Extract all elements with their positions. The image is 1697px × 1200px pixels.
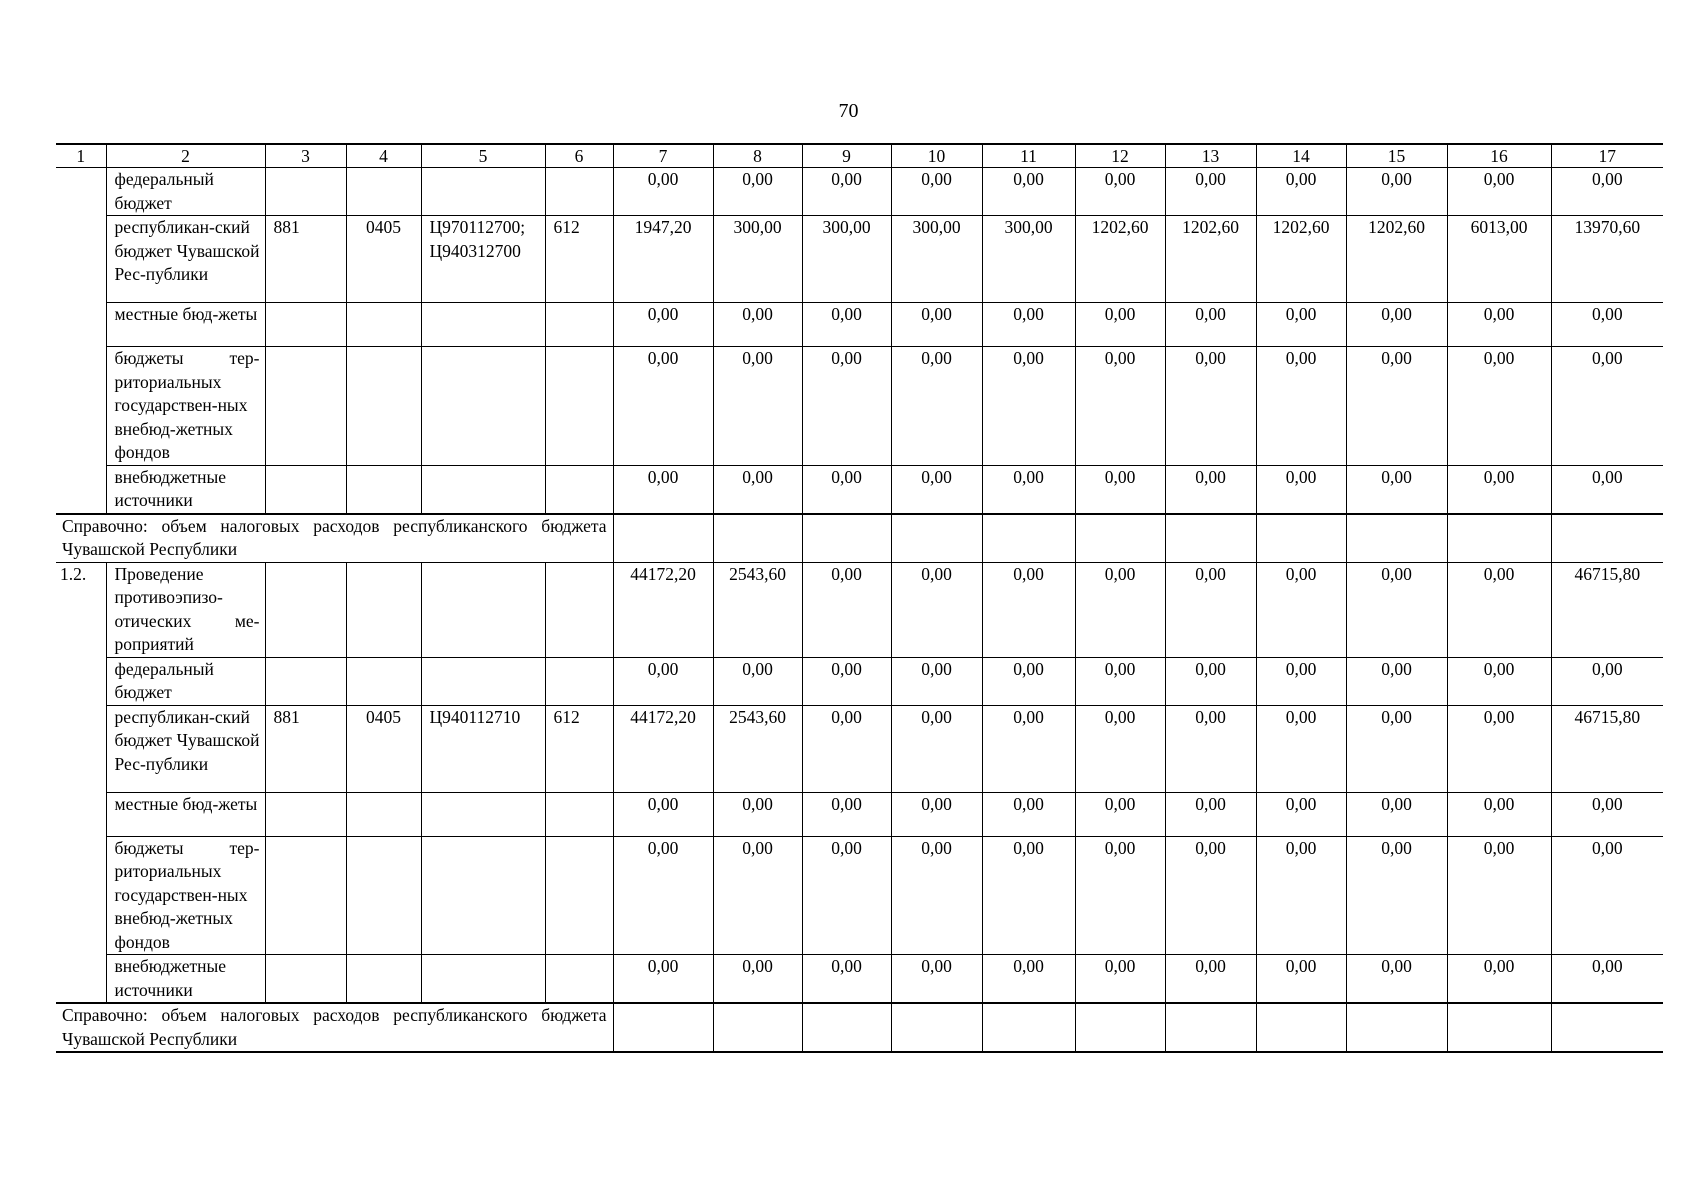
column-number: 2 bbox=[106, 144, 265, 168]
value-cell: 0,00 bbox=[982, 347, 1075, 466]
value-cell: 0,00 bbox=[713, 465, 802, 514]
value-cell: 0,00 bbox=[1256, 465, 1346, 514]
value-cell: 0,00 bbox=[1075, 465, 1165, 514]
value-cell: 0,00 bbox=[982, 303, 1075, 347]
target-article-code bbox=[421, 657, 545, 705]
value-cell: 0,00 bbox=[982, 657, 1075, 705]
value-cell: 0,00 bbox=[802, 705, 891, 792]
section-code bbox=[346, 168, 421, 216]
column-number: 9 bbox=[802, 144, 891, 168]
table-row bbox=[56, 657, 1663, 705]
value-cell: 0,00 bbox=[1551, 792, 1663, 836]
value-cell: 0,00 bbox=[1346, 465, 1447, 514]
tax-expenditure-note: Справочно: объем налоговых расходов республиканского бюджета Чувашской Республики bbox=[56, 1003, 613, 1052]
value-cell: 0,00 bbox=[613, 465, 713, 514]
value-cell: 2543,60 bbox=[713, 705, 802, 792]
value-cell: 0,00 bbox=[1165, 792, 1256, 836]
value-cell: 0,00 bbox=[1165, 347, 1256, 466]
empty-cell bbox=[1447, 1003, 1551, 1052]
column-number: 6 bbox=[545, 144, 613, 168]
section-code: 0405 bbox=[346, 216, 421, 303]
funding-source-label: местные бюд-жеты bbox=[106, 303, 265, 347]
expense-type-code bbox=[545, 465, 613, 514]
target-article-code bbox=[421, 347, 545, 466]
expense-type-code bbox=[545, 792, 613, 836]
value-cell: 0,00 bbox=[1447, 657, 1551, 705]
value-cell: 0,00 bbox=[891, 465, 982, 514]
value-cell: 0,00 bbox=[1551, 836, 1663, 955]
admin-code bbox=[265, 347, 346, 466]
value-cell: 0,00 bbox=[1165, 465, 1256, 514]
value-cell: 0,00 bbox=[1075, 955, 1165, 1004]
value-cell: 0,00 bbox=[982, 562, 1075, 657]
header-row bbox=[56, 144, 1663, 168]
value-cell: 300,00 bbox=[802, 216, 891, 303]
value-cell: 0,00 bbox=[802, 562, 891, 657]
note-row bbox=[56, 1003, 1663, 1052]
column-number: 3 bbox=[265, 144, 346, 168]
section-code bbox=[346, 836, 421, 955]
empty-cell bbox=[802, 514, 891, 563]
value-cell: 0,00 bbox=[1165, 303, 1256, 347]
value-cell: 0,00 bbox=[613, 168, 713, 216]
value-cell: 13970,60 bbox=[1551, 216, 1663, 303]
funding-source-label: республикан-ский бюджет Чувашской Рес-публики bbox=[106, 216, 265, 303]
target-article-code: Ц940112710 bbox=[421, 705, 545, 792]
empty-cell bbox=[802, 1003, 891, 1052]
value-cell: 46715,80 bbox=[1551, 705, 1663, 792]
value-cell: 0,00 bbox=[802, 465, 891, 514]
column-number: 11 bbox=[982, 144, 1075, 168]
value-cell: 0,00 bbox=[1075, 792, 1165, 836]
empty-cell bbox=[713, 1003, 802, 1052]
value-cell: 0,00 bbox=[1256, 836, 1346, 955]
target-article-code bbox=[421, 303, 545, 347]
column-number: 8 bbox=[713, 144, 802, 168]
value-cell: 1202,60 bbox=[1346, 216, 1447, 303]
value-cell: 0,00 bbox=[802, 955, 891, 1004]
value-cell: 300,00 bbox=[982, 216, 1075, 303]
empty-cell bbox=[265, 562, 346, 657]
value-cell: 1202,60 bbox=[1075, 216, 1165, 303]
funding-source-label: республикан-ский бюджет Чувашской Рес-публики bbox=[106, 705, 265, 792]
column-number: 17 bbox=[1551, 144, 1663, 168]
value-cell: 0,00 bbox=[613, 657, 713, 705]
empty-cell bbox=[713, 514, 802, 563]
column-number: 16 bbox=[1447, 144, 1551, 168]
value-cell: 300,00 bbox=[891, 216, 982, 303]
empty-cell bbox=[891, 514, 982, 563]
value-cell: 0,00 bbox=[1256, 303, 1346, 347]
expense-type-code bbox=[545, 347, 613, 466]
value-cell: 0,00 bbox=[1447, 562, 1551, 657]
value-cell: 0,00 bbox=[802, 657, 891, 705]
value-cell: 0,00 bbox=[891, 168, 982, 216]
column-number: 10 bbox=[891, 144, 982, 168]
table-row bbox=[56, 168, 1663, 216]
empty-cell bbox=[1256, 1003, 1346, 1052]
admin-code bbox=[265, 303, 346, 347]
column-number: 15 bbox=[1346, 144, 1447, 168]
empty-cell bbox=[1551, 514, 1663, 563]
value-cell: 6013,00 bbox=[1447, 216, 1551, 303]
value-cell: 0,00 bbox=[1075, 347, 1165, 466]
value-cell: 0,00 bbox=[1447, 465, 1551, 514]
expense-type-code bbox=[545, 657, 613, 705]
value-cell: 44172,20 bbox=[613, 562, 713, 657]
expense-type-code bbox=[545, 955, 613, 1004]
funding-source-label: внебюджетные источники bbox=[106, 465, 265, 514]
column-number: 1 bbox=[56, 144, 106, 168]
value-cell: 0,00 bbox=[713, 792, 802, 836]
value-cell: 0,00 bbox=[1447, 303, 1551, 347]
value-cell: 0,00 bbox=[1346, 955, 1447, 1004]
value-cell: 0,00 bbox=[1447, 347, 1551, 466]
table-row bbox=[56, 216, 1663, 303]
value-cell: 0,00 bbox=[1346, 347, 1447, 466]
budget-table bbox=[56, 143, 1663, 1053]
empty-cell bbox=[613, 1003, 713, 1052]
value-cell: 0,00 bbox=[1075, 705, 1165, 792]
value-cell: 0,00 bbox=[1551, 347, 1663, 466]
value-cell: 0,00 bbox=[1256, 705, 1346, 792]
value-cell: 0,00 bbox=[982, 836, 1075, 955]
value-cell: 0,00 bbox=[1447, 705, 1551, 792]
admin-code bbox=[265, 792, 346, 836]
value-cell: 0,00 bbox=[1447, 168, 1551, 216]
empty-cell bbox=[1165, 1003, 1256, 1052]
admin-code bbox=[265, 955, 346, 1004]
value-cell: 0,00 bbox=[1551, 168, 1663, 216]
value-cell: 0,00 bbox=[891, 836, 982, 955]
value-cell: 1202,60 bbox=[1165, 216, 1256, 303]
section-code bbox=[346, 792, 421, 836]
empty-cell bbox=[982, 1003, 1075, 1052]
value-cell: 0,00 bbox=[1447, 955, 1551, 1004]
value-cell: 0,00 bbox=[802, 836, 891, 955]
value-cell: 0,00 bbox=[613, 347, 713, 466]
table-row bbox=[56, 347, 1663, 466]
value-cell: 1202,60 bbox=[1256, 216, 1346, 303]
section-code: 0405 bbox=[346, 705, 421, 792]
funding-source-label: местные бюд-жеты bbox=[106, 792, 265, 836]
value-cell: 0,00 bbox=[1075, 562, 1165, 657]
value-cell: 0,00 bbox=[613, 955, 713, 1004]
value-cell: 0,00 bbox=[1256, 792, 1346, 836]
value-cell: 0,00 bbox=[802, 347, 891, 466]
value-cell: 0,00 bbox=[891, 562, 982, 657]
value-cell: 0,00 bbox=[1256, 347, 1346, 466]
section-code bbox=[346, 955, 421, 1004]
value-cell: 2543,60 bbox=[713, 562, 802, 657]
value-cell: 1947,20 bbox=[613, 216, 713, 303]
value-cell: 0,00 bbox=[1346, 836, 1447, 955]
admin-code bbox=[265, 465, 346, 514]
value-cell: 0,00 bbox=[982, 465, 1075, 514]
value-cell: 0,00 bbox=[1256, 562, 1346, 657]
target-article-code: Ц970112700; Ц940312700 bbox=[421, 216, 545, 303]
value-cell: 0,00 bbox=[613, 792, 713, 836]
value-cell: 0,00 bbox=[802, 168, 891, 216]
value-cell: 0,00 bbox=[1075, 657, 1165, 705]
value-cell: 0,00 bbox=[1165, 955, 1256, 1004]
table-row bbox=[56, 303, 1663, 347]
target-article-code bbox=[421, 836, 545, 955]
value-cell: 0,00 bbox=[891, 303, 982, 347]
empty-cell bbox=[421, 562, 545, 657]
empty-cell bbox=[346, 562, 421, 657]
value-cell: 0,00 bbox=[1256, 168, 1346, 216]
column-number: 13 bbox=[1165, 144, 1256, 168]
value-cell: 0,00 bbox=[713, 955, 802, 1004]
empty-cell bbox=[613, 514, 713, 563]
value-cell: 0,00 bbox=[982, 955, 1075, 1004]
value-cell: 0,00 bbox=[891, 347, 982, 466]
value-cell: 0,00 bbox=[1165, 836, 1256, 955]
value-cell: 0,00 bbox=[1447, 836, 1551, 955]
value-cell: 0,00 bbox=[891, 705, 982, 792]
section-index bbox=[56, 168, 106, 514]
tax-expenditure-note: Справочно: объем налоговых расходов республиканского бюджета Чувашской Республики bbox=[56, 514, 613, 563]
target-article-code bbox=[421, 792, 545, 836]
value-cell: 0,00 bbox=[802, 303, 891, 347]
column-number: 14 bbox=[1256, 144, 1346, 168]
admin-code bbox=[265, 168, 346, 216]
table-row bbox=[56, 836, 1663, 955]
value-cell: 0,00 bbox=[713, 657, 802, 705]
table-row bbox=[56, 955, 1663, 1004]
empty-cell bbox=[1447, 514, 1551, 563]
value-cell: 0,00 bbox=[982, 792, 1075, 836]
empty-cell bbox=[1075, 1003, 1165, 1052]
expense-type-code: 612 bbox=[545, 705, 613, 792]
target-article-code bbox=[421, 955, 545, 1004]
empty-cell bbox=[1256, 514, 1346, 563]
column-number: 5 bbox=[421, 144, 545, 168]
value-cell: 46715,80 bbox=[1551, 562, 1663, 657]
value-cell: 0,00 bbox=[891, 955, 982, 1004]
value-cell: 0,00 bbox=[1256, 955, 1346, 1004]
value-cell: 0,00 bbox=[1551, 657, 1663, 705]
empty-cell bbox=[545, 562, 613, 657]
value-cell: 0,00 bbox=[1346, 792, 1447, 836]
empty-cell bbox=[982, 514, 1075, 563]
value-cell: 0,00 bbox=[613, 303, 713, 347]
section-code bbox=[346, 465, 421, 514]
activity-title: Проведение противоэпизо-отических ме-роприятий bbox=[106, 562, 265, 657]
section-code bbox=[346, 657, 421, 705]
section-code bbox=[346, 303, 421, 347]
expense-type-code bbox=[545, 168, 613, 216]
value-cell: 0,00 bbox=[1346, 657, 1447, 705]
empty-cell bbox=[1551, 1003, 1663, 1052]
column-number: 7 bbox=[613, 144, 713, 168]
funding-source-label: внебюджетные источники bbox=[106, 955, 265, 1004]
empty-cell bbox=[1075, 514, 1165, 563]
value-cell: 0,00 bbox=[713, 303, 802, 347]
expense-type-code bbox=[545, 836, 613, 955]
funding-source-label: бюджеты тер-риториальных государствен-ных внебюд-жетных фондов bbox=[106, 836, 265, 955]
value-cell: 0,00 bbox=[1165, 705, 1256, 792]
value-cell: 0,00 bbox=[1165, 562, 1256, 657]
value-cell: 0,00 bbox=[891, 657, 982, 705]
table-row bbox=[56, 792, 1663, 836]
value-cell: 0,00 bbox=[1075, 303, 1165, 347]
funding-source-label: бюджеты тер-риториальных государствен-ных внебюд-жетных фондов bbox=[106, 347, 265, 466]
expense-type-code bbox=[545, 303, 613, 347]
value-cell: 0,00 bbox=[1075, 168, 1165, 216]
empty-cell bbox=[1165, 514, 1256, 563]
value-cell: 0,00 bbox=[1346, 562, 1447, 657]
funding-source-label: федеральный бюджет bbox=[106, 168, 265, 216]
admin-code: 881 bbox=[265, 216, 346, 303]
value-cell: 0,00 bbox=[713, 347, 802, 466]
value-cell: 0,00 bbox=[1447, 792, 1551, 836]
table-row bbox=[56, 562, 1663, 657]
value-cell: 0,00 bbox=[713, 836, 802, 955]
expense-type-code: 612 bbox=[545, 216, 613, 303]
value-cell: 44172,20 bbox=[613, 705, 713, 792]
value-cell: 0,00 bbox=[1165, 168, 1256, 216]
note-row bbox=[56, 514, 1663, 563]
section-code bbox=[346, 347, 421, 466]
value-cell: 0,00 bbox=[1075, 836, 1165, 955]
value-cell: 0,00 bbox=[1551, 303, 1663, 347]
table-body bbox=[56, 144, 1663, 1052]
target-article-code bbox=[421, 465, 545, 514]
value-cell: 300,00 bbox=[713, 216, 802, 303]
value-cell: 0,00 bbox=[891, 792, 982, 836]
target-article-code bbox=[421, 168, 545, 216]
value-cell: 0,00 bbox=[1551, 465, 1663, 514]
admin-code bbox=[265, 836, 346, 955]
value-cell: 0,00 bbox=[1256, 657, 1346, 705]
value-cell: 0,00 bbox=[713, 168, 802, 216]
value-cell: 0,00 bbox=[613, 836, 713, 955]
table-row bbox=[56, 705, 1663, 792]
value-cell: 0,00 bbox=[1551, 955, 1663, 1004]
empty-cell bbox=[1346, 514, 1447, 563]
value-cell: 0,00 bbox=[1346, 168, 1447, 216]
page-number: 70 bbox=[838, 100, 859, 122]
empty-cell bbox=[891, 1003, 982, 1052]
value-cell: 0,00 bbox=[1346, 705, 1447, 792]
empty-cell bbox=[1346, 1003, 1447, 1052]
value-cell: 0,00 bbox=[1346, 303, 1447, 347]
value-cell: 0,00 bbox=[1165, 657, 1256, 705]
section-index: 1.2. bbox=[56, 562, 106, 1003]
admin-code: 881 bbox=[265, 705, 346, 792]
table-row bbox=[56, 465, 1663, 514]
value-cell: 0,00 bbox=[982, 168, 1075, 216]
value-cell: 0,00 bbox=[802, 792, 891, 836]
column-number: 12 bbox=[1075, 144, 1165, 168]
column-number: 4 bbox=[346, 144, 421, 168]
value-cell: 0,00 bbox=[982, 705, 1075, 792]
admin-code bbox=[265, 657, 346, 705]
funding-source-label: федеральный бюджет bbox=[106, 657, 265, 705]
